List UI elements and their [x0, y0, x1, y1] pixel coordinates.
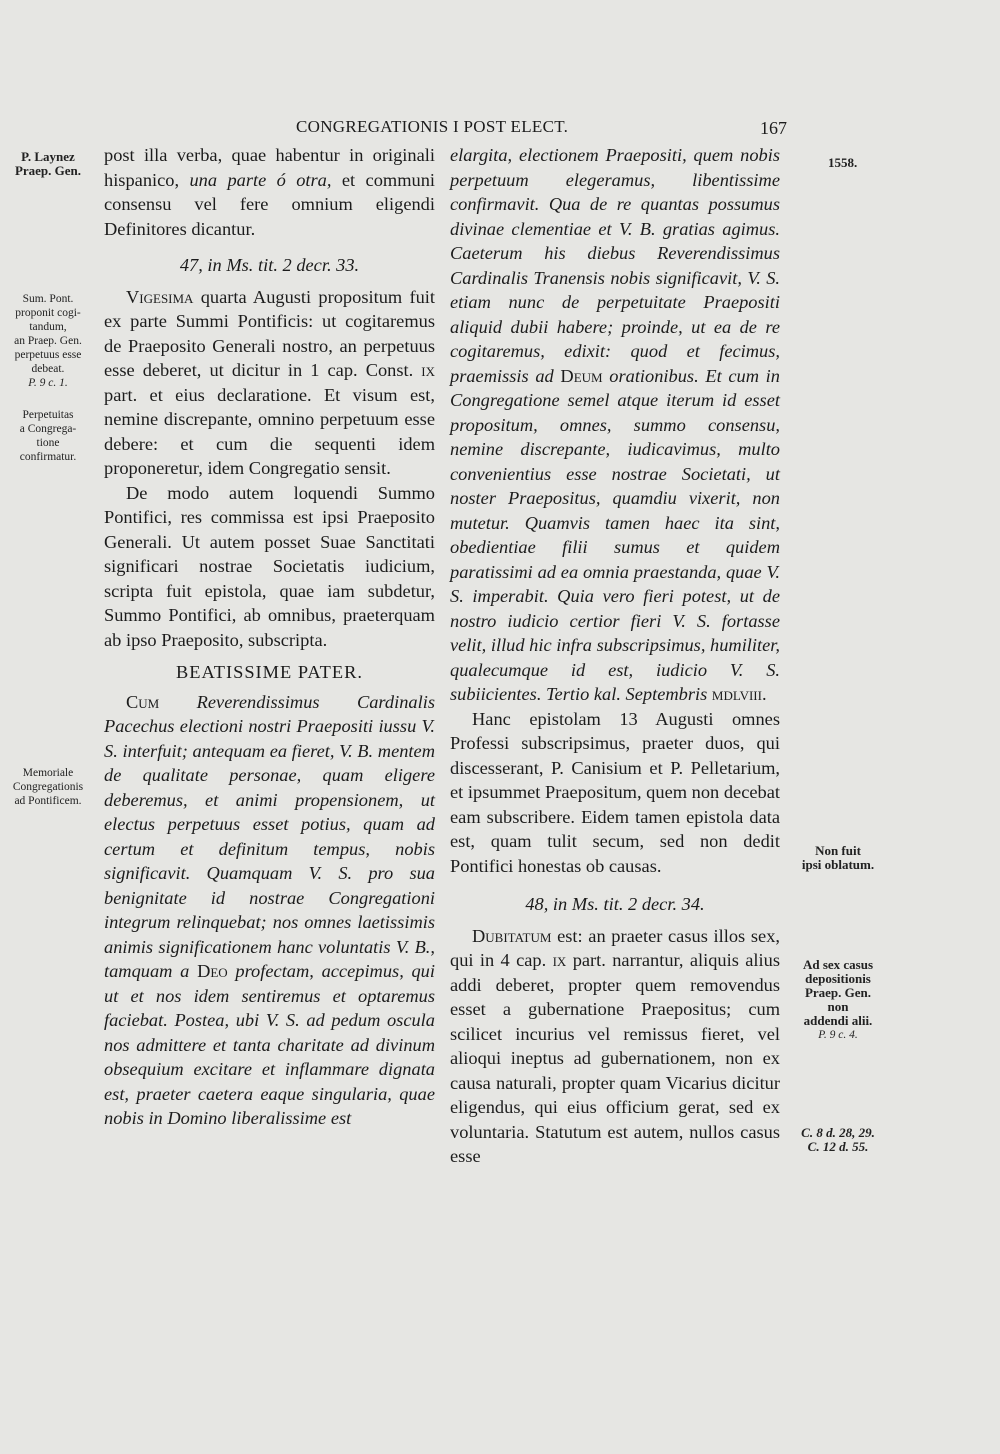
margin-note-line: perpetuus esse [14, 349, 82, 361]
margin-note-non-fuit [790, 844, 886, 872]
margin-note-line: 1558. [828, 155, 858, 170]
margin-note-line: Non fuit [815, 843, 861, 858]
paragraph [104, 143, 435, 241]
text-small-caps: Dubitatum [472, 925, 552, 946]
margin-note-line: an Praep. Gen. [14, 335, 82, 347]
margin-note-sum-pont [0, 292, 96, 390]
section-heading: 47, in Ms. tit. 2 decr. 33. [179, 255, 360, 275]
margin-note-perpetuitas [0, 408, 96, 464]
margin-note-line: ipsi oblatum. [801, 857, 875, 872]
text-small-caps: Deo [197, 961, 228, 981]
margin-note-line: debeat. [31, 363, 65, 375]
margin-note-line: confirmatur. [19, 451, 77, 463]
margin-note-laynez [0, 150, 96, 178]
paragraph [104, 690, 435, 1131]
margin-note-memoriale [0, 766, 96, 808]
margin-note-sex-casus [790, 958, 886, 1042]
page-number: 167 [760, 118, 787, 138]
paragraph [450, 143, 780, 707]
paragraph: De modo autem loquendi Summo Pontifici, res commissa est ipsi Praeposito Generali. Ut autem posset Suae Sanctitati significari nostrae Societatis iudicium, scripta fuit epistola, quae iam subdetur, Summo Pontifici, ab omnibus, praeterquam ab ipso Praeposito, subscripta. [104, 482, 435, 650]
text-small-caps: ix [552, 950, 567, 970]
text-small-caps: ix [421, 360, 435, 380]
left-column [104, 143, 435, 1131]
margin-note-line: Memoriale [22, 767, 74, 779]
margin-note-line: Congregationis [12, 781, 84, 793]
text-small-caps: Vigesima [126, 286, 194, 307]
margin-note-refs [790, 1126, 886, 1154]
margin-note-line: a Congrega- [19, 423, 77, 435]
text-small-caps: mdlviii. [711, 684, 767, 704]
running-title: CONGREGATIONIS I POST ELECT. [296, 117, 569, 136]
margin-note-line: proponit cogi- [15, 307, 81, 319]
text: est: an praeter casus illos sex, qui in 4 cap. [450, 925, 780, 970]
margin-note-line: Praep. Gen. [804, 985, 872, 1000]
margin-note-line: P. 9 c. 4. [818, 1029, 858, 1041]
text-italic: una parte ó otra, [189, 169, 332, 190]
margin-note-line: P. Laynez [21, 149, 75, 164]
right-column [450, 143, 780, 1169]
paragraph [450, 924, 780, 1169]
margin-note-line: non [827, 999, 849, 1014]
text: part. narrantur, aliquis alius addi deberet, propter quem removendus esset a gubernatione Praepositus; cum scilicet incurius vel remissus fieret, vel alioqui ineptus ad gubernationem, non ex causa naturali, propter quam Vicarius dicitur eligendus, qui eius officium gerat, sed ex voluntaria. Statutum est autem, nullos casus esse [450, 950, 780, 1166]
margin-note-line: C. 12 d. 55. [807, 1139, 869, 1154]
margin-note-year [828, 156, 924, 171]
margin-note-line: C. 8 d. 28, 29. [801, 1125, 875, 1140]
paragraph [104, 285, 435, 481]
margin-note-line: Ad sex casus [802, 957, 874, 972]
margin-note-line: Perpetuitas [22, 409, 74, 421]
margin-note-line: Praep. Gen. [14, 163, 82, 178]
text-italic: orationibus. Et cum in Congregatione semel atque iterum id esset propositum, omnes, summo consensu, nemine discrepante, iudicavimus, multo convenientius esse nostrae Societati, ut noster Praepositus, quamdiu vixerit, non mutetur. Quamvis tamen haec ita sint, obedientiae filii sumus et quidem paratissimi ad ea omnia praestanda, quae V. S. imperabit. Quia vero fieri potest, ut de nostro iudicio certior fieri V. S. fortasse velit, illud hic infra subscripsimus, humiliter, qualecumque id est, iudicio V. S. subiicientes. Tertio kal. Septembris [450, 365, 781, 704]
margin-note-line: addendi alii. [803, 1013, 873, 1028]
show-through-left [10, 180, 96, 240]
text-small-caps: Cum [126, 691, 160, 712]
text-small-caps: Deum [560, 365, 603, 386]
text-italic: profectam, accepimus, qui ut et nos idem sentiremus et optaremus faciebat. Postea, ubi V. S. ad pedum oscula nos admittere et tanta charitate ad divinum obsequium excitare et inflammare dignata est, praeter caetera eaque singularia, quae nobis in Domino liberalissime est [104, 961, 435, 1128]
text-italic: elargita, electionem Praepositi, quem nobis perpetuum elegeramus, libentissime confirmavit. Qua de re quantas possumus divinae clementiae et V. B. gratias agimus. Caeterum his diebus Reverendissimus Cardinalis Tranensis nobis significavit, V. S. etiam nunc de perpetuitate Praepositi aliquid dubii habere; proinde, ut ea de re cogitaremus, edixit: quod et fecimus, praemissis ad [450, 145, 780, 386]
margin-note-line: depositionis [805, 971, 871, 986]
text: part. et eius declaratione. Et visum est, nemine discrepante, omnino perpetuum esse debere: et cum die sequenti idem proponeretur, idem Congregatio sensit. [104, 384, 435, 478]
text: post illa verba, quae habentur in originali hispanico, [104, 145, 435, 190]
text: et communi consensu vel fere omnium eligendi Definitores dicantur. [104, 169, 435, 239]
text: quarta Augusti propositum fuit ex parte Summi Pontificis: ut cogitaremus de Praeposito Generali nostro, an perpetuus esse deberet, ut dicitur in 1 cap. Const. [104, 286, 435, 380]
section-heading: 48, in Ms. tit. 2 decr. 34. [525, 894, 705, 914]
paragraph: Hanc epistolam 13 Augusti omnes Professi subscripsimus, praeter duos, qui discesserant, P. Canisium et P. Pelletarium, et ipsummet Praepositum, quem non decebat eam subscribere. Eidem tamen epistola data est, quam tulit secum, sed non dedit Pontifici honestas ob causas. [450, 708, 780, 876]
margin-note-line: P. 9 c. 1. [28, 377, 68, 389]
margin-note-line: tione [36, 437, 60, 449]
text-italic: Reverendissimus Cardinalis Pacechus electioni nostri Praepositi iussu V. S. interfuit; antequam ea fieret, V. B. mentem de qualitate personae, quam eligere deberemus, et animi propensionem, ut electus perpetuus esset potius, quam ad certum et definitum tempus, nobis significavit. Quamquam V. S. pro sua benignitate id nostrae Congregationi integrum relinquebat; nos omnes laetissimis animis significationem hanc voluntatis V. B., tamquam a [104, 691, 435, 981]
margin-note-line: tandum, [29, 321, 67, 333]
margin-note-line: Sum. Pont. [22, 293, 74, 305]
margin-note-line: ad Pontificem. [14, 795, 82, 807]
letter-heading: BEATISSIME PATER. [176, 662, 363, 682]
